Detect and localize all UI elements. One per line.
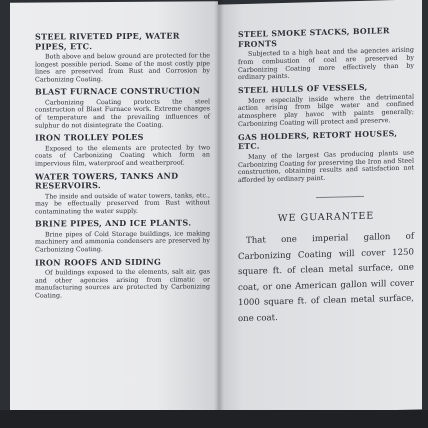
section-body: Exposed to the elements are protected by two coats of Carbonizing Coating which form an impervious film, waterproof and weatherproof. xyxy=(35,144,210,168)
section-heading: STEEL RIVETED PIPE, WATER PIPES, ETC. xyxy=(35,30,180,52)
section-body: Both above and below ground are protected for the longest possible period. Some of the most costly pipe lines are preserved from Rust and Corrosion by Carbonizing Coating. xyxy=(35,52,210,84)
guarantee-title: WE GUARANTEE xyxy=(277,210,375,225)
section-steel-riveted-pipe xyxy=(35,31,210,84)
background-surface xyxy=(0,410,428,428)
section-water-towers xyxy=(35,171,210,216)
section-body: More especially inside where the detrimental action arising from bilge water and confined atmosphere play havoc with paints generally; Carbonizing Coating will protect and preserve. xyxy=(238,92,414,129)
section-body: Many of the largest Gas producing plants use Carbonizing Coating for preserving the Iron and Steel construction, obtaining results and satisfaction not afforded by ordinary paint. xyxy=(238,148,414,185)
section-heading: BLAST FURNACE CONSTRUCTION xyxy=(35,85,201,97)
section-smoke-stacks xyxy=(238,26,414,83)
section-iron-roofs xyxy=(35,257,210,300)
section-body: Of buildings exposed to the elements, salt air, gas and other agencies arising from climatic or manufacturing sources are protected by Carbonizing Coating. xyxy=(35,268,210,300)
section-body: Subjected to a high heat and the agencies arising from combustion of coal are preserved by Carbonizing Coating more effectively than by ordinary paints. xyxy=(238,45,414,82)
guarantee-block xyxy=(238,210,414,328)
right-page xyxy=(218,0,422,415)
section-heading: GAS HOLDERS, RETORT HOUSES, ETC. xyxy=(238,128,398,152)
section-heading: IRON TROLLEY POLES xyxy=(35,132,144,143)
section-gas-holders xyxy=(238,128,414,185)
section-brine-pipes xyxy=(35,219,210,255)
section-heading: WATER TOWERS, TANKS AND RESERVOIRS. xyxy=(35,170,179,191)
section-body: Brine pipes of Cold Storage buildings, ice making machinery and ammonia condensers are preserved by Carbonizing Coating. xyxy=(35,230,210,254)
section-heading: STEEL HULLS OF VESSELS, xyxy=(238,82,368,96)
section-divider xyxy=(316,196,364,198)
section-body: Carbonizing Coating protects the steel construction of Blast Furnace work. Extreme changes of temperature and the prevailing influences of sulphur do not disintegrate the Coating. xyxy=(35,98,210,130)
section-iron-trolley-poles xyxy=(35,133,210,169)
section-body: The inside and outside of water towers, tanks, etc., may be effectually preserved from Rust without contaminating the water supply. xyxy=(35,191,210,216)
section-steel-hulls xyxy=(238,82,414,129)
section-heading: IRON ROOFS AND SIDING xyxy=(35,256,162,268)
section-heading: BRINE PIPES, AND ICE PLANTS. xyxy=(35,217,192,229)
section-blast-furnace xyxy=(35,87,210,130)
section-heading: STEEL SMOKE STACKS, BOILER FRONTS xyxy=(238,26,390,49)
guarantee-body: That one imperial gallon of Carbonizing Coating will cover 1250 square ft. of clean metal surface, one coat, or one American gallon will cover 1000 square ft. of clean metal surface, one coat. xyxy=(238,231,414,324)
page-fold-shadow xyxy=(214,0,224,412)
left-page xyxy=(10,1,218,412)
